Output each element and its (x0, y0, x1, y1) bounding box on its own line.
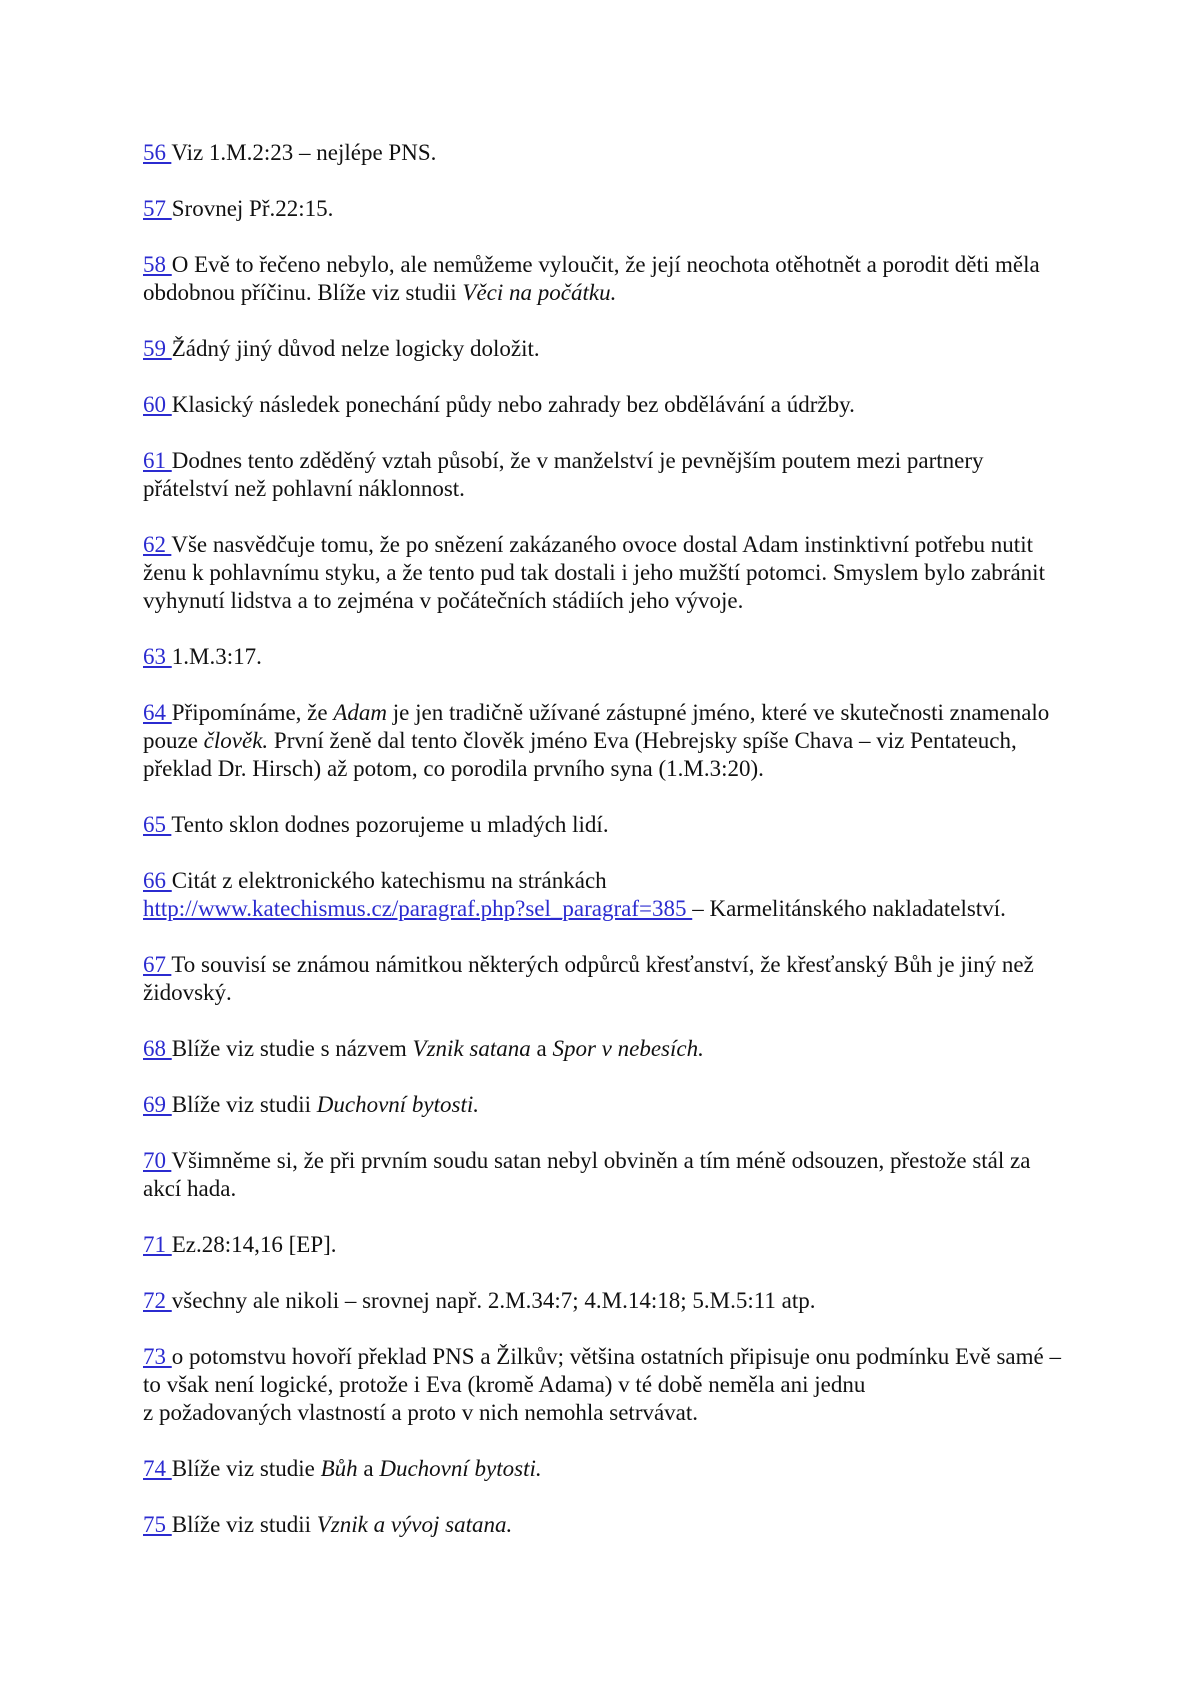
footnote-item (143, 1091, 1073, 1119)
footnote-number-link[interactable]: 57 (143, 196, 172, 221)
italic-title: člověk. (203, 728, 269, 753)
footnote-number-link[interactable]: 56 (143, 140, 172, 165)
footnote-text: všechny ale nikoli – srovnej např. 2.M.34:7; 4.M.14:18; 5.M.5:11 atp. (171, 1288, 816, 1313)
footnote-text: Všimněme si, že při prvním soudu satan nebyl obviněn a tím méně odsouzen, přestože stál za akcí hada. (143, 1148, 1031, 1201)
footnote-number-link[interactable]: 60 (143, 392, 172, 417)
footnote-number-link[interactable]: 72 (143, 1288, 172, 1313)
footnote-item (143, 447, 1073, 503)
italic-title: Bůh (320, 1456, 358, 1481)
footnote-number-link[interactable]: 62 (143, 532, 172, 557)
footnote-number-link[interactable]: 66 (143, 868, 172, 893)
footnote-number-link[interactable]: 63 (143, 644, 172, 669)
footnote-text: – Karmelitánského nakladatelství. (692, 896, 1006, 921)
footnote-item (143, 811, 1073, 839)
footnote-item (143, 251, 1073, 307)
footnote-text: Viz 1.M.2:23 – nejlépe PNS. (171, 140, 437, 165)
footnote-number-link[interactable]: 69 (143, 1092, 172, 1117)
footnote-item (143, 1455, 1073, 1483)
footnote-item (143, 643, 1073, 671)
footnote-text: Blíže viz studie (171, 1456, 321, 1481)
footnote-item (143, 139, 1073, 167)
footnotes-page (143, 139, 1073, 1567)
footnote-number-link[interactable]: 61 (143, 448, 172, 473)
footnote-item (143, 335, 1073, 363)
footnote-item (143, 1511, 1073, 1539)
footnote-item (143, 1287, 1073, 1315)
footnote-text: Blíže viz studii (171, 1092, 317, 1117)
footnote-text: a (530, 1036, 553, 1061)
italic-title: Spor v nebesích. (552, 1036, 704, 1061)
footnote-text: Tento sklon dodnes pozorujeme u mladých lidí. (171, 812, 609, 837)
footnote-number-link[interactable]: 59 (143, 336, 172, 361)
footnote-number-link[interactable]: 70 (143, 1148, 172, 1173)
footnote-number-link[interactable]: 67 (143, 952, 172, 977)
footnote-text: Ez.28:14,16 [EP]. (171, 1232, 337, 1257)
footnote-item (143, 1147, 1073, 1203)
italic-title: Duchovní bytosti. (316, 1092, 480, 1117)
footnote-text: z požadovaných vlastností a proto v nich nemohla setrvávat. (143, 1400, 699, 1425)
italic-title: Duchovní bytosti. (379, 1456, 542, 1481)
italic-title: Vznik a vývoj satana. (316, 1512, 513, 1537)
footnote-number-link[interactable]: 75 (143, 1512, 172, 1537)
footnote-item (143, 1343, 1073, 1427)
footnote-number-link[interactable]: 64 (143, 700, 172, 725)
footnote-text: Připomínáme, že (171, 700, 334, 725)
footnote-text: Žádný jiný důvod nelze logicky doložit. (171, 336, 540, 361)
url-link[interactable]: http://www.katechismus.cz/paragraf.php?sel_paragraf=385 (143, 896, 693, 921)
footnote-text: je jen tradičně užívané zástupné jméno, které ve skutečnosti znamenalo pouze (143, 700, 1050, 753)
footnote-item (143, 195, 1073, 223)
footnote-text: o potomstvu hovoří překlad PNS a Žilkův; většina ostatních připisuje onu podmínku Evě samé – to však není logické, protože i Eva (kromě Adama) v té době neměla ani jednu (143, 1344, 1061, 1397)
footnote-number-link[interactable]: 65 (143, 812, 172, 837)
footnote-number-link[interactable]: 74 (143, 1456, 172, 1481)
italic-title: Vznik satana (412, 1036, 531, 1061)
footnote-item (143, 1035, 1073, 1063)
footnote-item (143, 951, 1073, 1007)
footnote-item (143, 391, 1073, 419)
footnote-number-link[interactable]: 68 (143, 1036, 172, 1061)
footnote-number-link[interactable]: 58 (143, 252, 172, 277)
footnote-text: a (357, 1456, 380, 1481)
footnote-number-link[interactable]: 71 (143, 1232, 172, 1257)
italic-title: Věci na počátku. (462, 280, 617, 305)
footnote-text: Dodnes tento zděděný vztah působí, že v manželství je pevnějším poutem mezi partnery přátelství než pohlavní náklonnost. (143, 448, 984, 501)
footnote-text: Klasický následek ponechání půdy nebo zahrady bez obdělávání a údržby. (171, 392, 855, 417)
footnote-text: 1.M.3:17. (171, 644, 262, 669)
italic-title: Adam (333, 700, 388, 725)
footnote-item (143, 531, 1073, 615)
footnote-item (143, 867, 1073, 923)
footnote-item (143, 1231, 1073, 1259)
footnote-item (143, 699, 1073, 783)
footnote-text: Blíže viz studie s názvem (171, 1036, 413, 1061)
footnote-list (143, 139, 1073, 1539)
footnote-text: To souvisí se známou námitkou některých odpůrců křesťanství, že křesťanský Bůh je jiný než židovský. (143, 952, 1034, 1005)
footnote-text: Vše nasvědčuje tomu, že po snězení zakázaného ovoce dostal Adam instinktivní potřebu nutit ženu k pohlavnímu styku, a že tento pud tak dostali i jeho mužští potomci. Smyslem bylo zabránit vyhynutí lidstva a to zejména v počátečních stádiích jeho vývoje. (143, 532, 1045, 613)
footnote-text: Srovnej Př.22:15. (171, 196, 334, 221)
footnote-text: Blíže viz studii (171, 1512, 317, 1537)
footnote-text: První ženě dal tento člověk jméno Eva (Hebrejsky spíše Chava – viz Pentateuch, překlad Dr. Hirsch) až potom, co porodila prvního syna (1.M.3:20). (143, 728, 1017, 781)
footnote-text: O Evě to řečeno nebylo, ale nemůžeme vyloučit, že její neochota otěhotnět a porodit děti měla obdobnou příčinu. Blíže viz studii (143, 252, 1040, 305)
footnote-text: Citát z elektronického katechismu na stránkách (171, 868, 607, 893)
footnote-number-link[interactable]: 73 (143, 1344, 172, 1369)
